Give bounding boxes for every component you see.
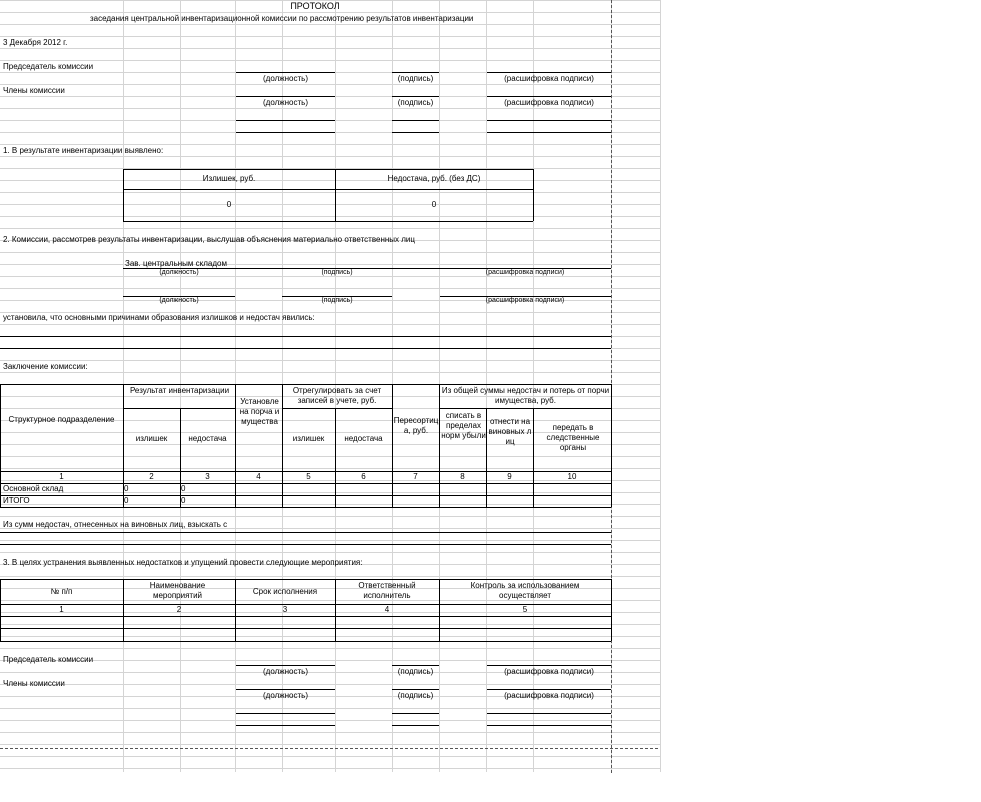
decoding-caption: (расшифровка подписи) [485, 269, 565, 276]
position-caption: (должность) [263, 667, 308, 676]
col-number: 3 [205, 472, 210, 481]
col-structural: Структурное подразделение [8, 415, 115, 424]
col-number: 4 [256, 472, 261, 481]
col-number: 5 [522, 605, 528, 614]
col-control: Контроль за использованием осуществляет [470, 581, 580, 600]
decoding-caption: (расшифровка подписи) [485, 297, 565, 304]
col-settle-surplus: излишек [292, 434, 325, 443]
col-guilty: отнести на виновных лиц [488, 417, 532, 446]
col-shortage: недостача [188, 434, 227, 443]
protocol-date: 3 Декабря 2012 г. [3, 38, 68, 47]
col-number: 2 [176, 605, 182, 614]
shortage-header: Недостача, руб. (без ДС) [387, 174, 481, 183]
members-label: Члены комиссии [3, 86, 65, 95]
col-name: Наименование мероприятий [149, 581, 206, 600]
row-shortage: 0 [181, 496, 186, 505]
col-number: 2 [149, 472, 154, 481]
row-shortage: 0 [181, 484, 186, 493]
recover-text: Из сумм недостач, отнесенных на виновных лиц, взыскать с [3, 520, 228, 529]
col-number: 5 [306, 472, 311, 481]
decoding-caption: (расшифровка подписи) [504, 98, 594, 107]
row-surplus: 0 [124, 496, 129, 505]
decoding-caption: (расшифровка подписи) [504, 691, 594, 700]
col-result: Результат инвентаризации [129, 386, 230, 395]
signature-caption: (подпись) [321, 297, 353, 304]
row-name: Основной склад [3, 484, 64, 493]
chairman-label: Председатель комиссии [3, 62, 94, 71]
position-caption: (должность) [263, 74, 308, 83]
col-writeoff: списать в пределах норм убыли [441, 411, 486, 440]
row-surplus: 0 [124, 484, 129, 493]
col-settle: Отрегулировать за счет записей в учете, руб. [292, 386, 382, 405]
col-number: 9 [507, 472, 512, 481]
conclusion-heading: Заключение комиссии: [3, 362, 88, 371]
position-caption: (должность) [159, 269, 199, 276]
col-deadline: Срок исполнения [252, 587, 318, 596]
col-number: 8 [460, 472, 465, 481]
signature-caption: (подпись) [397, 74, 434, 83]
surplus-value: 0 [226, 200, 232, 209]
col-number: 10 [567, 472, 577, 481]
col-investigation: передать в следственные органы [546, 423, 600, 452]
col-number: 1 [59, 605, 64, 614]
col-number: 1 [59, 472, 64, 481]
surplus-header: Излишек, руб. [202, 174, 256, 183]
col-established: Установлена порча имущества [239, 397, 280, 426]
col-regrading: Пересортица, руб. [393, 416, 439, 435]
shortage-value: 0 [431, 200, 437, 209]
person-title: Зав. центральным складом [125, 259, 227, 268]
members-label: Члены комиссии [3, 679, 65, 688]
position-caption: (должность) [159, 297, 199, 304]
col-num: № п/п [50, 587, 73, 596]
page-title: ПРОТОКОЛ [290, 1, 340, 11]
col-surplus: излишек [135, 434, 168, 443]
col-settle-shortage: недостача [344, 434, 383, 443]
col-number: 3 [282, 605, 288, 614]
established-text: установила, что основными причинами образования излишков и недостач явились: [3, 313, 315, 322]
position-caption: (должность) [263, 98, 308, 107]
decoding-caption: (расшифровка подписи) [504, 74, 594, 83]
col-from-total: Из общей суммы недостач и потерь от порчи имущества, руб. [441, 386, 610, 405]
position-caption: (должность) [263, 691, 308, 700]
section2-heading: 2. Комиссии, рассмотрев результаты инвентаризации, выслушав объяснения материально ответственных лиц [3, 235, 415, 244]
col-number: 6 [361, 472, 366, 481]
decoding-caption: (расшифровка подписи) [504, 667, 594, 676]
row-name: ИТОГО [3, 496, 30, 505]
signature-caption: (подпись) [397, 98, 434, 107]
col-responsible: Ответственный исполнитель [358, 581, 416, 600]
signature-caption: (подпись) [397, 667, 434, 676]
col-number: 4 [384, 605, 390, 614]
section3-heading: 3. В целях устранения выявленных недостатков и упущений провести следующие мероприятия: [3, 558, 363, 567]
chairman-label: Председатель комиссии [3, 655, 94, 664]
page-subtitle: заседания центральной инвентаризационной комиссии по рассмотрению результатов инвентаризации [90, 14, 474, 23]
signature-caption: (подпись) [397, 691, 434, 700]
col-number: 7 [413, 472, 418, 481]
section1-heading: 1. В результате инвентаризации выявлено: [3, 146, 164, 155]
signature-caption: (подпись) [321, 269, 353, 276]
